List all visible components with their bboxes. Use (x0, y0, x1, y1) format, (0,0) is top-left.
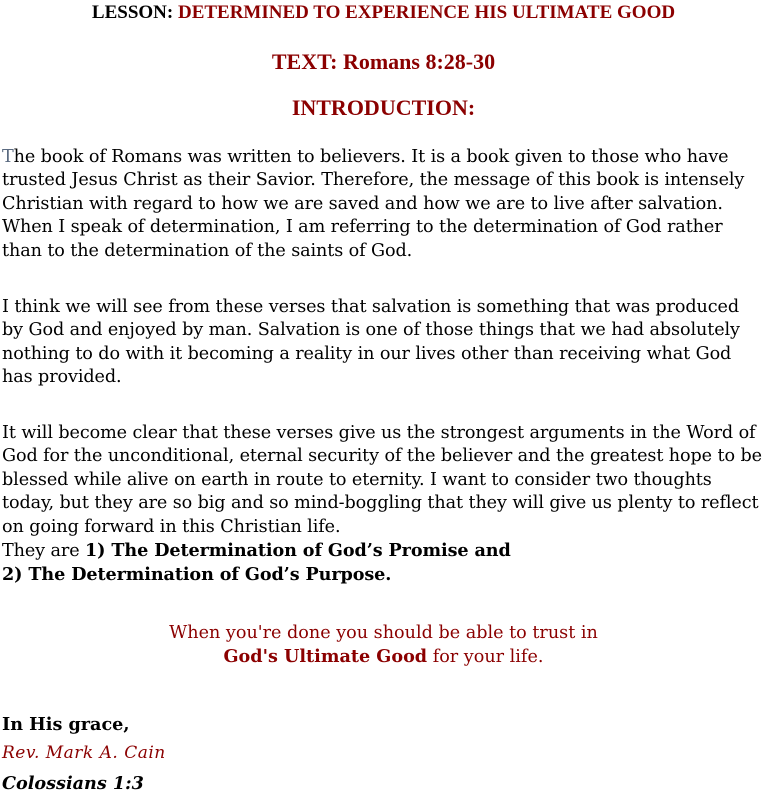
signature-name: Rev. Mark A. Cain (2, 743, 166, 763)
lesson-label: LESSON: (91, 2, 178, 23)
drop-cap: T (2, 147, 14, 167)
introduction-heading: INTRODUCTION: (291, 95, 476, 120)
signoff-grace: In His grace, (2, 714, 130, 735)
closing-line-2-rest: for your life. (427, 647, 544, 667)
paragraph-3-text: It will become clear that these verses give us the strongest arguments in the Word of God for the unconditional, eternal security of the believer and the greatest hope to be blessed while alive on earth in route to eternity. I want to consider two thoughts today, but they are so big and so mind-boggling that they will give us plenty to reflect on going forward in this Christian life. (2, 423, 762, 537)
lesson-heading (0, 2, 767, 24)
closing-emphasis: God's Ultimate Good (223, 646, 428, 667)
signoff-verse: Colossians 1:3 (2, 773, 144, 794)
point-1: 1) The Determination of God’s Promise and (85, 540, 511, 562)
closing-line-1: When you're done you should be able to trust in (169, 623, 598, 643)
paragraph-1 (2, 146, 764, 263)
closing-statement (0, 621, 767, 669)
point-2: 2) The Determination of God’s Purpose. (2, 564, 392, 586)
lesson-title: DETERMINED TO EXPERIENCE HIS ULTIMATE GOOD (177, 2, 676, 23)
paragraph-3 (2, 422, 764, 588)
scripture-reference: TEXT: Romans 8:28-30 (271, 49, 496, 74)
paragraph-2: I think we will see from these verses that salvation is something that was produced by God and enjoyed by man. Salvation is one of those things that we had absolutely nothing to do with it becoming a reality in our lives other than receiving what God has provided. (2, 297, 740, 388)
closing-line-2 (0, 645, 767, 669)
paragraph-1-text: he book of Romans was written to believers. It is a book given to those who have trusted Jesus Christ as their Savior. Therefore, the message of this book is intensely Christian with regard to how we are saved and how we are to live after salvation. When I speak of determination, I am referring to the determination of God rather than to the determination of the saints of God. (2, 147, 745, 261)
they-are-text: They are (2, 541, 86, 562)
